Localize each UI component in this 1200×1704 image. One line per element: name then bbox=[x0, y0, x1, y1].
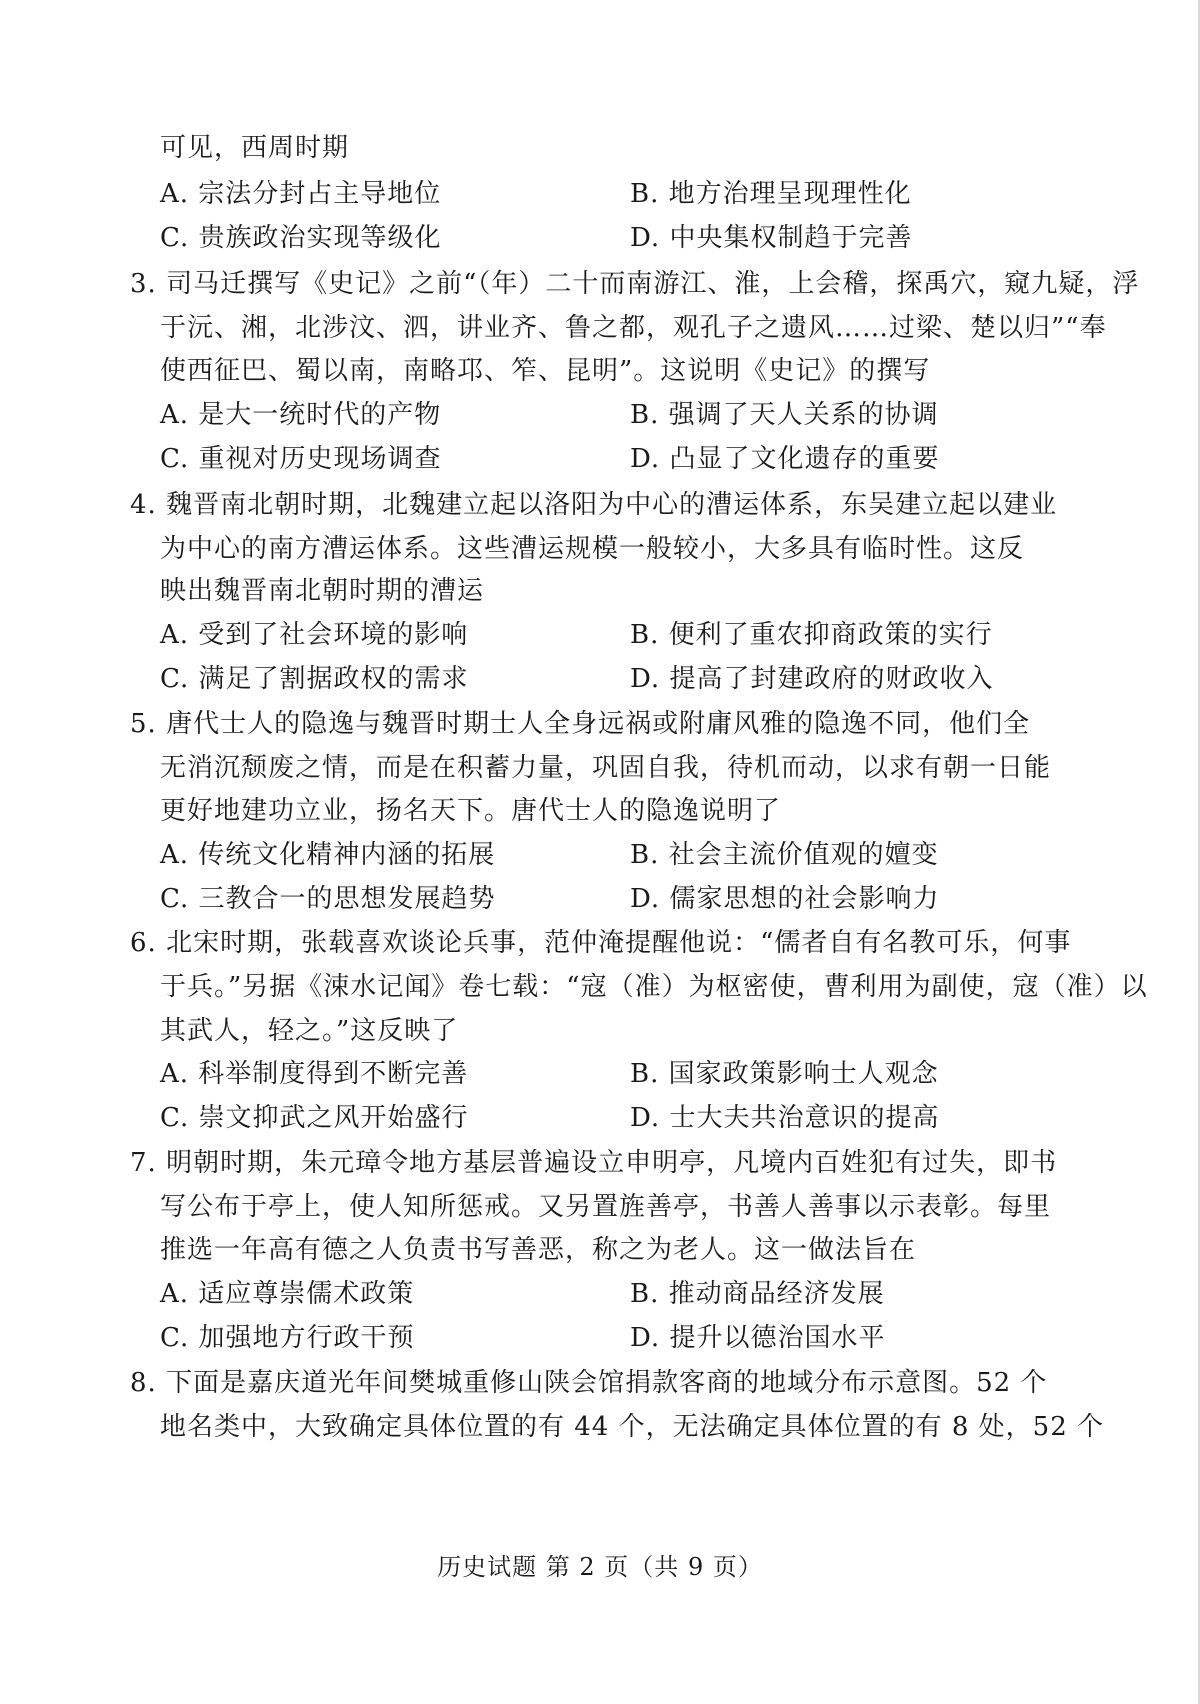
q5-option-d: D. 儒家思想的社会影响力 bbox=[630, 884, 940, 914]
q4-stem-line-1: 4. 魏晋南北朝时期，北魏建立起以洛阳为中心的漕运体系，东吴建立起以建业 bbox=[130, 490, 1058, 520]
q6-option-c: C. 崇文抑武之风开始盛行 bbox=[160, 1103, 469, 1133]
q7-stem-line-1: 7. 明朝时期，朱元璋令地方基层普遍设立申明亭，凡境内百姓犯有过失，即书 bbox=[130, 1148, 1058, 1178]
q5-stem-line-2: 无消沉颓废之情，而是在积蓄力量，巩固自我，待机而动，以求有朝一日能 bbox=[160, 753, 1052, 783]
q2-stem-tail: 可见，西周时期 bbox=[160, 133, 350, 163]
q3-option-b: B. 强调了天人关系的协调 bbox=[630, 400, 939, 430]
q2-option-d: D. 中央集权制趋于完善 bbox=[630, 223, 913, 253]
q4-stem-line-2: 为中心的南方漕运体系。这些漕运规模一般较小，大多具有临时性。这反 bbox=[160, 534, 1025, 564]
q5-stem-line-1: 5. 唐代士人的隐逸与魏晋时期士人全身远祸或附庸风雅的隐逸不同，他们全 bbox=[130, 709, 1031, 739]
q6-stem-line-2: 于兵。”另据《涑水记闻》卷七载：“寇（准）为枢密使，曹利用为副使，寇（准）以 bbox=[160, 972, 1148, 1002]
q3-stem-line-3: 使西征巴、蜀以南，南略邛、笮、昆明”。这说明《史记》的撰写 bbox=[160, 356, 931, 386]
q6-stem-line-3: 其武人，轻之。”这反映了 bbox=[160, 1016, 459, 1046]
q5-option-b: B. 社会主流价值观的嬗变 bbox=[630, 840, 939, 870]
q7-option-a: A. 适应尊崇儒术政策 bbox=[160, 1279, 415, 1309]
q4-option-a: A. 受到了社会环境的影响 bbox=[160, 620, 469, 650]
q2-option-c: C. 贵族政治实现等级化 bbox=[160, 223, 442, 253]
q7-option-b: B. 推动商品经济发展 bbox=[630, 1279, 885, 1309]
q8-stem-line-2: 地名类中，大致确定具体位置的有 44 个，无法确定具体位置的有 8 处，52 个 bbox=[160, 1412, 1105, 1442]
q2-option-a: A. 宗法分封占主导地位 bbox=[160, 179, 442, 209]
q2-option-b: B. 地方治理呈现理性化 bbox=[630, 179, 912, 209]
q5-option-a: A. 传统文化精神内涵的拓展 bbox=[160, 840, 496, 870]
q4-option-d: D. 提高了封建政府的财政收入 bbox=[630, 664, 994, 694]
q4-stem-line-3: 映出魏晋南北朝时期的漕运 bbox=[160, 576, 485, 606]
q8-stem-line-1: 8. 下面是嘉庆道光年间樊城重修山陕会馆捐款客商的地域分布示意图。52 个 bbox=[130, 1368, 1048, 1398]
q6-option-b: B. 国家政策影响士人观念 bbox=[630, 1059, 939, 1089]
q6-option-d: D. 士大夫共治意识的提高 bbox=[630, 1103, 940, 1133]
q3-stem-line-1: 3. 司马迁撰写《史记》之前“（年）二十而南游江、淮，上会稽，探禹穴，窥九疑，浮 bbox=[130, 269, 1140, 299]
q3-option-c: C. 重视对历史现场调查 bbox=[160, 444, 442, 474]
q5-option-c: C. 三教合一的思想发展趋势 bbox=[160, 884, 496, 914]
q7-option-c: C. 加强地方行政干预 bbox=[160, 1323, 415, 1353]
q3-stem-line-2: 于沅、湘，北涉汶、泗，讲业齐、鲁之都，观孔子之遗风……过梁、楚以归”“奉 bbox=[160, 313, 1107, 343]
q4-option-c: C. 满足了割据政权的需求 bbox=[160, 664, 469, 694]
q4-option-b: B. 便利了重农抑商政策的实行 bbox=[630, 620, 993, 650]
q3-option-a: A. 是大一统时代的产物 bbox=[160, 400, 442, 430]
q7-option-d: D. 提升以德治国水平 bbox=[630, 1323, 886, 1353]
q5-stem-line-3: 更好地建功立业，扬名天下。唐代士人的隐逸说明了 bbox=[160, 796, 782, 826]
q7-stem-line-3: 推选一年高有德之人负责书写善恶，称之为老人。这一做法旨在 bbox=[160, 1235, 917, 1265]
q3-option-d: D. 凸显了文化遗存的重要 bbox=[630, 444, 940, 474]
q7-stem-line-2: 写公布于亭上，使人知所惩戒。又另置旌善亭，书善人善事以示表彰。每里 bbox=[160, 1192, 1052, 1222]
page-footer: 历史试题 第 2 页（共 9 页） bbox=[437, 1553, 763, 1581]
q6-stem-line-1: 6. 北宋时期，张载喜欢谈论兵事，范仲淹提醒他说：“儒者自有名教可乐，何事 bbox=[130, 928, 1072, 958]
q6-option-a: A. 科举制度得到不断完善 bbox=[160, 1059, 469, 1089]
